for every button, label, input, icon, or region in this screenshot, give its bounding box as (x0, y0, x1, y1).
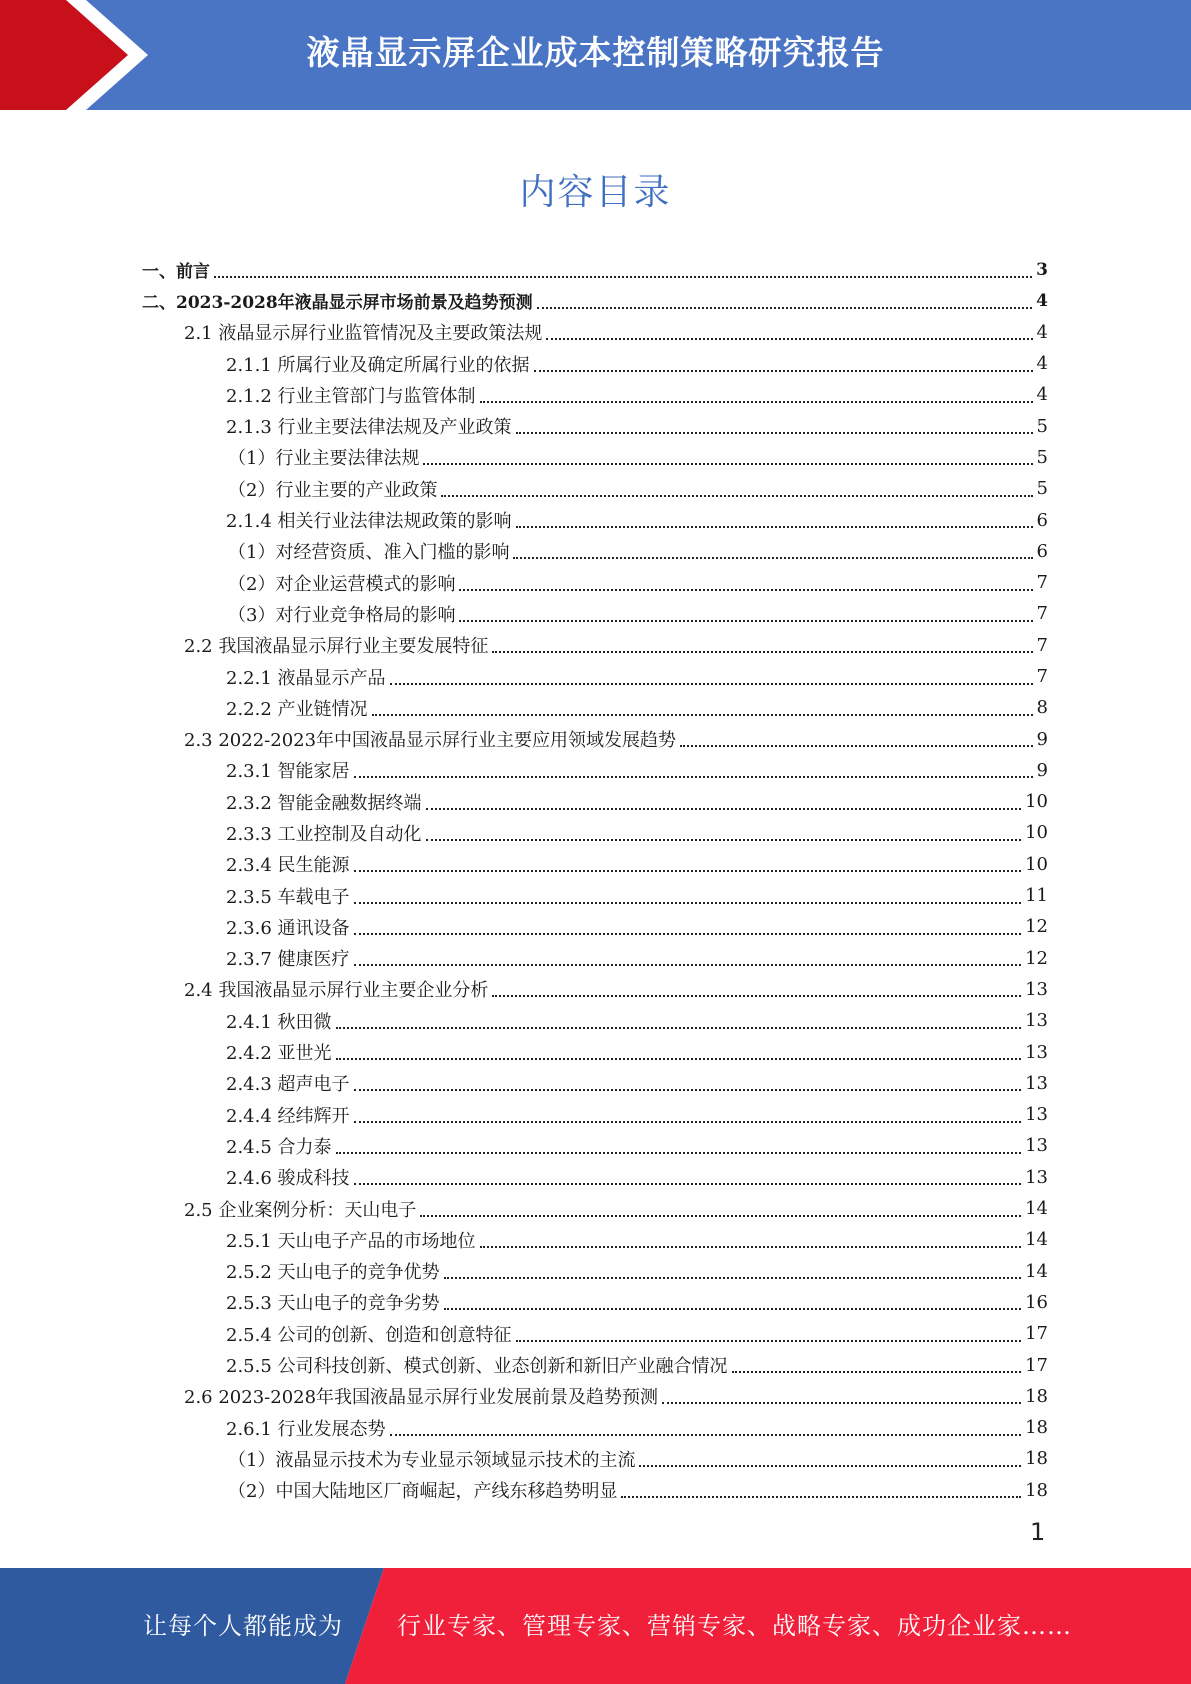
toc-entry[interactable] (142, 285, 1048, 316)
toc-entry-page: 14 (1025, 1198, 1048, 1220)
toc-entry[interactable] (142, 504, 1048, 535)
toc-entry-page: 5 (1036, 415, 1048, 437)
toc-entry-page: 4 (1036, 321, 1048, 343)
toc-entry[interactable] (142, 1068, 1048, 1099)
toc-entry-title: 2.3.1 智能家居 (226, 761, 350, 783)
toc-entry-page: 5 (1036, 446, 1048, 468)
header-band (0, 0, 1191, 110)
toc-entry[interactable] (142, 567, 1048, 598)
toc-entry-title: 2.4 我国液晶显示屏行业主要企业分析 (184, 980, 489, 1002)
toc-entry-page: 4 (1036, 353, 1048, 375)
toc-entry-page: 7 (1036, 666, 1048, 687)
toc-entry-title: 2.3.4 民生能源 (226, 855, 350, 877)
toc-entry[interactable] (142, 1381, 1048, 1412)
toc-dot-leader (459, 620, 1032, 622)
toc-entry[interactable] (142, 1475, 1048, 1506)
toc-entry-page: 13 (1025, 1010, 1048, 1032)
toc-entry[interactable] (142, 974, 1048, 1005)
toc-entry-page: 9 (1036, 759, 1048, 781)
toc-entry-page: 14 (1025, 1229, 1048, 1251)
toc-entry-page: 16 (1025, 1291, 1048, 1313)
toc-entry-page: 10 (1025, 853, 1048, 875)
toc-entry-title: 2.3.2 智能金融数据终端 (226, 792, 422, 814)
page-number: 1 (1030, 1518, 1046, 1546)
toc-entry-page: 4 (1036, 384, 1048, 406)
toc-dot-leader (680, 745, 1033, 747)
toc-entry-title: 2.6 2023-2028年我国液晶显示屏行业发展前景及趋势预测 (184, 1387, 659, 1409)
toc-entry[interactable] (142, 755, 1048, 786)
toc-entry-title: 2.5.5 公司科技创新、模式创新、业态创新和新旧产业融合情况 (226, 1356, 728, 1378)
toc-entry[interactable] (142, 786, 1048, 817)
toc-dot-leader (354, 1089, 1022, 1091)
toc-dot-leader (480, 1246, 1022, 1248)
toc-entry-title: 2.2.2 产业链情况 (226, 698, 368, 720)
toc-entry-page: 12 (1025, 947, 1048, 969)
toc-entry-title: 2.1.1 所属行业及确定所属行业的依据 (226, 354, 530, 376)
toc-entry-title: 2.3.3 工业控制及自动化 (226, 823, 422, 845)
toc-entry-title: 2.4.3 超声电子 (226, 1074, 350, 1096)
toc-dot-leader (354, 1121, 1022, 1123)
toc-entry[interactable] (142, 536, 1048, 567)
toc-dot-leader (732, 1371, 1022, 1373)
toc-entry-title: 2.4.1 秋田微 (226, 1011, 332, 1033)
toc-entry[interactable] (142, 1130, 1048, 1161)
toc-entry[interactable] (142, 911, 1048, 942)
toc-entry[interactable] (142, 317, 1048, 348)
toc-entry-page: 10 (1025, 822, 1048, 844)
toc-entry[interactable] (142, 849, 1048, 880)
toc-dot-leader (444, 1308, 1022, 1310)
toc-entry-title: 一、前言 (142, 262, 210, 283)
toc-dot-leader (537, 307, 1032, 309)
toc-entry[interactable] (142, 1412, 1048, 1443)
toc-entry[interactable] (142, 1162, 1048, 1193)
toc-entry-title: 2.4.4 经纬辉开 (226, 1105, 350, 1127)
report-title: 液晶显示屏企业成本控制策略研究报告 (306, 33, 885, 72)
toc-entry[interactable] (142, 723, 1048, 754)
toc-entry-title: 2.2.1 液晶显示产品 (226, 667, 386, 689)
toc-dot-leader (354, 1183, 1022, 1185)
toc-entry[interactable] (142, 1224, 1048, 1255)
toc-entry[interactable] (142, 1005, 1048, 1036)
toc-entry-title: 2.4.6 骏成科技 (226, 1168, 350, 1190)
toc-entry[interactable] (142, 598, 1048, 629)
toc-entry-title: （2）行业主要的产业政策 (228, 479, 438, 501)
toc-entry[interactable] (142, 1287, 1048, 1318)
toc-dot-leader (516, 1340, 1022, 1342)
toc-entry[interactable] (142, 410, 1048, 441)
toc-dot-leader (426, 839, 1022, 841)
toc-entry-page: 13 (1025, 1041, 1048, 1063)
toc-dot-leader (492, 995, 1021, 997)
footer-band (0, 1568, 1191, 1684)
toc-heading: 内容目录 (519, 172, 672, 213)
toc-entry[interactable] (142, 943, 1048, 974)
toc-entry-title: 2.1.3 行业主要法律法规及产业政策 (226, 417, 512, 439)
toc-entry-page: 18 (1025, 1448, 1048, 1470)
toc-entry-title: 2.3.5 车载电子 (226, 886, 350, 908)
toc-entry[interactable] (142, 880, 1048, 911)
toc-dot-leader (372, 714, 1033, 716)
toc-entry-page: 10 (1025, 791, 1048, 813)
toc-dot-leader (546, 338, 1032, 340)
toc-entry[interactable] (142, 348, 1048, 379)
toc-dot-leader (444, 1277, 1022, 1279)
toc-entry[interactable] (142, 254, 1048, 285)
toc-entry-title: （1）液晶显示技术为专业显示领域显示技术的主流 (228, 1449, 636, 1471)
toc-dot-leader (639, 1465, 1021, 1467)
toc-entry-page: 17 (1025, 1323, 1048, 1345)
toc-entry-page: 12 (1025, 916, 1048, 938)
toc-entry-title: 2.1.2 行业主管部门与监管体制 (226, 385, 476, 407)
toc-entry-title: （2）对企业运营模式的影响 (228, 573, 456, 595)
toc-dot-leader (336, 1058, 1022, 1060)
toc-entry-page: 6 (1036, 509, 1048, 531)
toc-dot-leader (516, 432, 1033, 434)
toc-entry-title: 2.4.5 合力泰 (226, 1136, 332, 1158)
toc-entry-title: 2.2 我国液晶显示屏行业主要发展特征 (184, 636, 489, 658)
toc-dot-leader (492, 651, 1032, 653)
toc-entry-page: 7 (1036, 634, 1048, 656)
toc-entry-title: 2.5.3 天山电子的竞争劣势 (226, 1293, 440, 1315)
toc-entry[interactable] (142, 1443, 1048, 1474)
toc-dot-leader (459, 589, 1032, 591)
toc-entry-page: 7 (1036, 603, 1048, 625)
toc-entry-page: 18 (1025, 1479, 1048, 1501)
toc-entry-page: 13 (1025, 1166, 1048, 1188)
toc-dot-leader (390, 1434, 1022, 1436)
toc-dot-leader (354, 964, 1022, 966)
toc-entry[interactable] (142, 1349, 1048, 1380)
toc-entry-page: 13 (1025, 978, 1048, 1000)
toc-entry-title: 2.1 液晶显示屏行业监管情况及主要政策法规 (184, 323, 543, 345)
toc-dot-leader (336, 1152, 1022, 1154)
toc-entry-title: 2.5.1 天山电子产品的市场地位 (226, 1230, 476, 1252)
toc-dot-leader (534, 370, 1033, 372)
toc-entry-page: 9 (1036, 728, 1048, 750)
toc-entry-title: 2.6.1 行业发展态势 (226, 1418, 386, 1440)
toc-entry[interactable] (142, 630, 1048, 661)
toc-entry[interactable] (142, 1193, 1048, 1224)
toc-entry[interactable] (142, 661, 1048, 692)
toc-entry-page: 13 (1025, 1072, 1048, 1094)
toc-entry-title: 2.5 企业案例分析：天山电子 (184, 1199, 417, 1221)
toc-entry-page: 17 (1025, 1354, 1048, 1376)
toc-dot-leader (354, 902, 1022, 904)
toc-entry-page: 18 (1025, 1417, 1048, 1439)
toc-entry[interactable] (142, 1256, 1048, 1287)
toc-entry-page: 7 (1036, 572, 1048, 594)
toc-dot-leader (214, 276, 1032, 278)
toc-dot-leader (390, 683, 1033, 685)
toc-entry-title: 2.3.6 通讯设备 (226, 917, 350, 939)
toc-dot-leader (426, 808, 1022, 810)
toc-entry-title: （2）中国大陆地区厂商崛起，产线东移趋势明显 (228, 1481, 618, 1503)
toc-entry-page: 6 (1036, 540, 1048, 562)
toc-dot-leader (423, 463, 1032, 465)
toc-entry-title: 2.3.7 健康医疗 (226, 949, 350, 971)
toc-entry[interactable] (142, 379, 1048, 410)
toc-entry-title: 2.5.2 天山电子的竞争优势 (226, 1262, 440, 1284)
toc-entry-page: 5 (1036, 478, 1048, 500)
toc-dot-leader (513, 557, 1032, 559)
toc-entry[interactable] (142, 817, 1048, 848)
footer-slogan-right: 行业专家、管理专家、营销专家、战略专家、成功企业家…… (397, 1612, 1072, 1640)
toc-entry[interactable] (142, 692, 1048, 723)
toc-entry-page: 8 (1036, 697, 1048, 719)
toc-entry[interactable] (142, 473, 1048, 504)
toc-dot-leader (354, 933, 1022, 935)
toc-entry-title: 2.1.4 相关行业法律法规政策的影响 (226, 511, 512, 533)
toc-entry-title: 2.5.4 公司的创新、创造和创意特征 (226, 1324, 512, 1346)
toc-entry-title: 二、2023-2028年液晶显示屏市场前景及趋势预测 (142, 293, 533, 314)
table-of-contents (142, 254, 1048, 1506)
toc-entry-title: （1）行业主要法律法规 (228, 448, 420, 470)
toc-entry-title: 2.3 2022-2023年中国液晶显示屏行业主要应用领域发展趋势 (184, 730, 677, 752)
footer-slogan-left: 让每个人都能成为 (143, 1612, 343, 1640)
toc-entry-page: 13 (1025, 1135, 1048, 1157)
toc-dot-leader (480, 401, 1033, 403)
toc-dot-leader (354, 776, 1033, 778)
toc-entry-page: 3 (1036, 259, 1048, 280)
toc-entry-title: （3）对行业竞争格局的影响 (228, 604, 456, 626)
toc-dot-leader (621, 1496, 1021, 1498)
toc-dot-leader (516, 526, 1033, 528)
toc-entry-title: 2.4.2 亚世光 (226, 1043, 332, 1065)
toc-entry[interactable] (142, 442, 1048, 473)
toc-entry-title: （1）对经营资质、准入门槛的影响 (228, 542, 510, 564)
toc-entry-page: 18 (1025, 1385, 1048, 1407)
toc-entry[interactable] (142, 1036, 1048, 1067)
toc-dot-leader (354, 870, 1022, 872)
toc-dot-leader (662, 1402, 1021, 1404)
toc-entry-page: 4 (1036, 290, 1048, 311)
toc-entry-page: 11 (1025, 885, 1048, 907)
toc-entry[interactable] (142, 1318, 1048, 1349)
toc-dot-leader (336, 1027, 1022, 1029)
toc-entry[interactable] (142, 1099, 1048, 1130)
toc-entry-page: 14 (1025, 1260, 1048, 1282)
toc-dot-leader (420, 1215, 1021, 1217)
toc-entry-page: 13 (1025, 1104, 1048, 1126)
toc-dot-leader (441, 495, 1032, 497)
